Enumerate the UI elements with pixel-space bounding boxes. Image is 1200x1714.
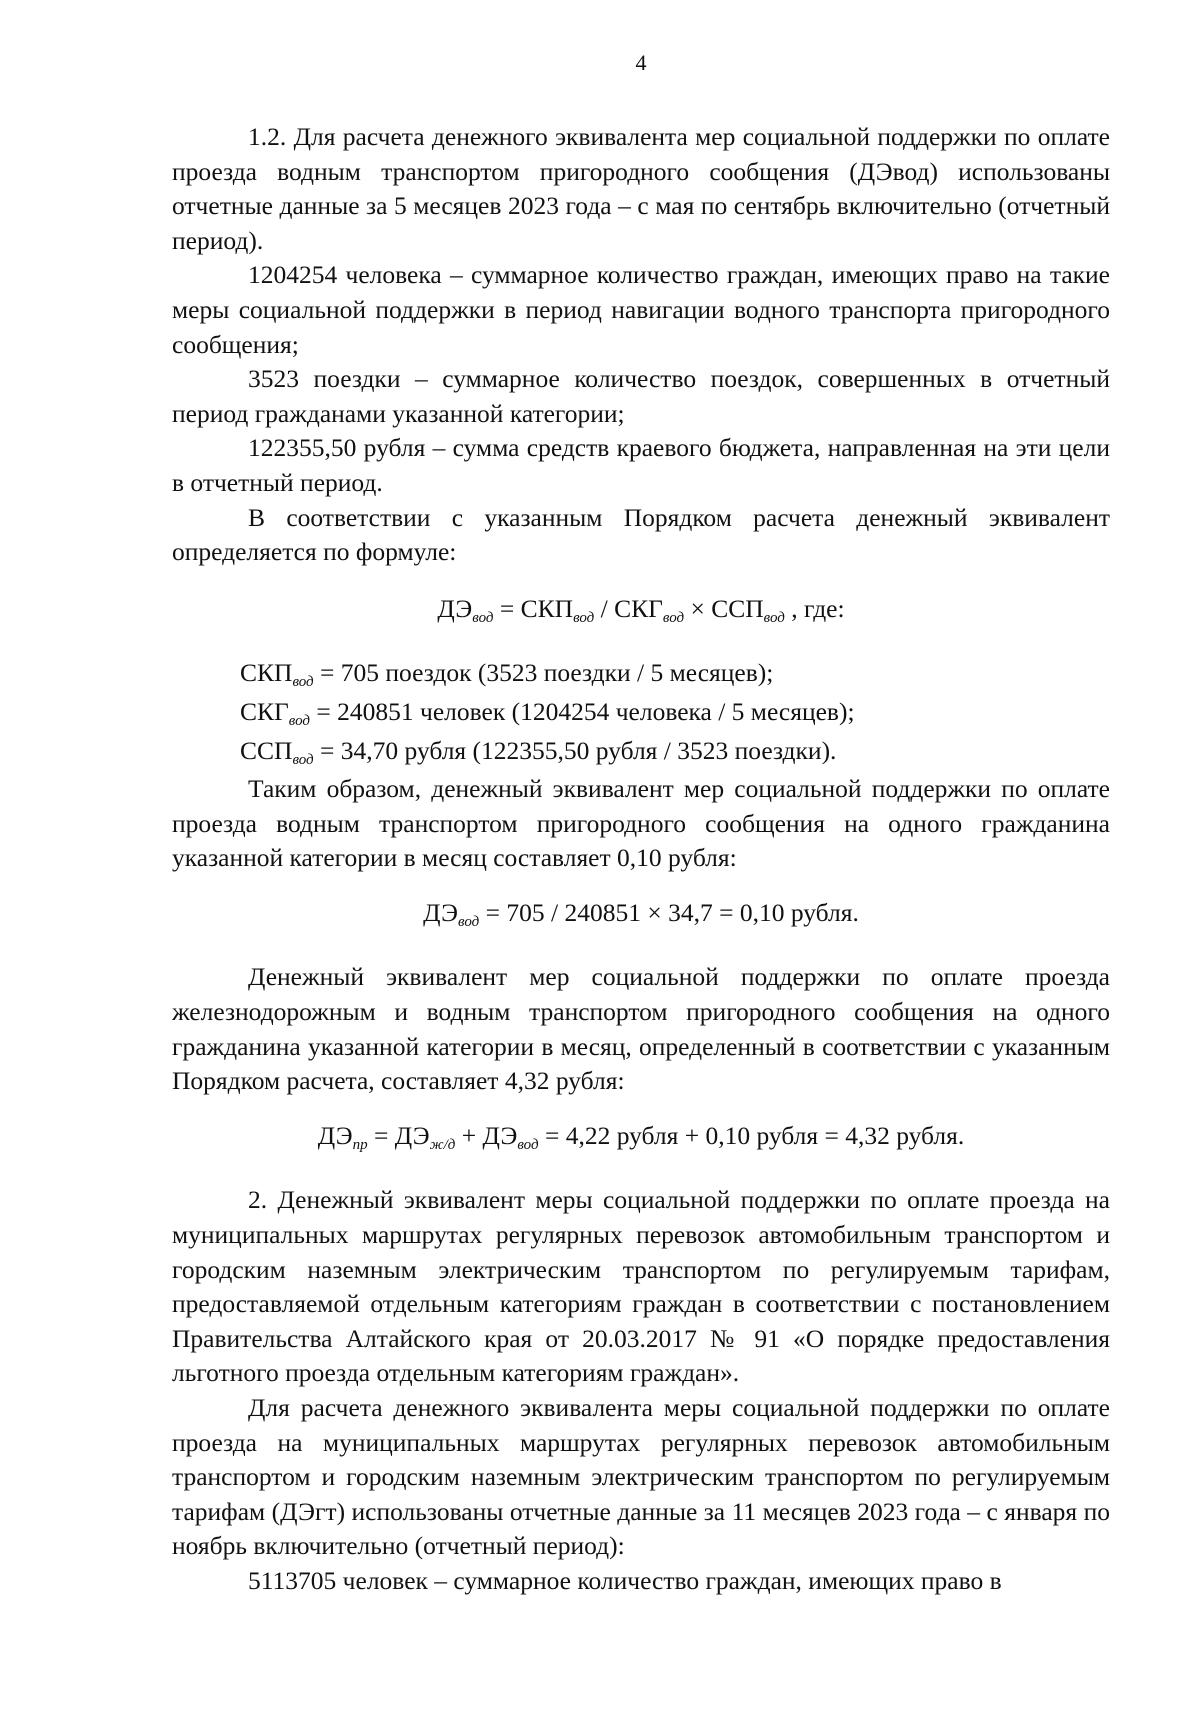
document-body [172, 120, 1110, 1599]
definition-skp: СКПвод = 705 поездок (3523 поездки / 5 месяцев); [240, 658, 774, 691]
definition-ssp: ССПвод = 34,70 рубля (122355,50 рубля / 3523 поездки). [240, 735, 837, 768]
page-number: 4 [635, 50, 647, 75]
definition-skg: СКГвод = 240851 человек (1204254 человека / 5 месяцев); [240, 696, 855, 729]
formula-de-vod: ДЭвод = СКПвод / СКГвод × ССПвод , где: [437, 593, 845, 626]
paragraph-1-2: 1.2. Для расчета денежного эквивалента мер социальной поддержки по оплате проезда водным транспортом пригородного сообщения (ДЭвод) использованы отчетные данные за 5 месяцев 2023 года – с мая по сентябрь включительно (отчетный период). [172, 122, 1110, 255]
paragraph-citizens-count: 1204254 человека – суммарное количество граждан, имеющих право на такие меры социальной поддержки в период навигации водного транспорта пригородного сообщения; [172, 260, 1110, 359]
paragraph-gt-intro: Для расчета денежного эквивалента меры социальной поддержки по оплате проезда на муниципальных маршрутах регулярных перевозок автомобильным транспортом и городским наземным электрическим транспортом по регулируемым тарифам (ДЭгт) использованы отчетные данные за 11 месяцев 2023 года – с января по ноябрь включительно (отчетный период): [172, 1393, 1110, 1561]
paragraph-result-vod: Таким образом, денежный эквивалент мер социальной поддержки по оплате проезда водным транспортом пригородного сообщения на одного гражданина указанной категории в месяц составляет 0,10 рубля: [172, 774, 1110, 873]
paragraph-formula-intro: В соответствии с указанным Порядком расчета денежный эквивалент определяется по формуле: [172, 502, 1110, 567]
paragraph-gt-citizens: 5113705 человек – суммарное количество граждан, имеющих право в [248, 1565, 1002, 1595]
paragraph-budget-sum: 122355,50 рубля – сумма средств краевого бюджета, направленная на эти цели в отчетный период. [172, 433, 1110, 497]
paragraph-result-total: Денежный эквивалент мер социальной поддержки по оплате проезда железнодорожным и водным транспортом пригородного сообщения на одного гражданина указанной категории в месяц, определенный в соответствии с указанным Порядком расчета, составляет 4,32 рубля: [172, 962, 1110, 1096]
paragraph-section-2: 2. Денежный эквивалент меры социальной поддержки по оплате проезда на муниципальных маршрутах регулярных перевозок автомобильным транспортом и городским наземным электрическим транспортом по регулируемым тарифам, предоставляемой отдельным категориям граждан в соответствии с постановлением Правительства Алтайского края от 20.03.2017 № 91 «О порядке предоставления льготного проезда отдельным категориям граждан». [172, 1185, 1110, 1388]
formula-de-pr: ДЭпр = ДЭж/д + ДЭвод = 4,22 рубля + 0,10 рубля = 4,32 рубля. [317, 1120, 965, 1153]
paragraph-trips-count: 3523 поездки – суммарное количество поездок, совершенных в отчетный период гражданами указанной категории; [172, 364, 1110, 428]
formula-de-vod-result: ДЭвод = 705 / 240851 × 34,7 = 0,10 рубля. [423, 897, 859, 930]
